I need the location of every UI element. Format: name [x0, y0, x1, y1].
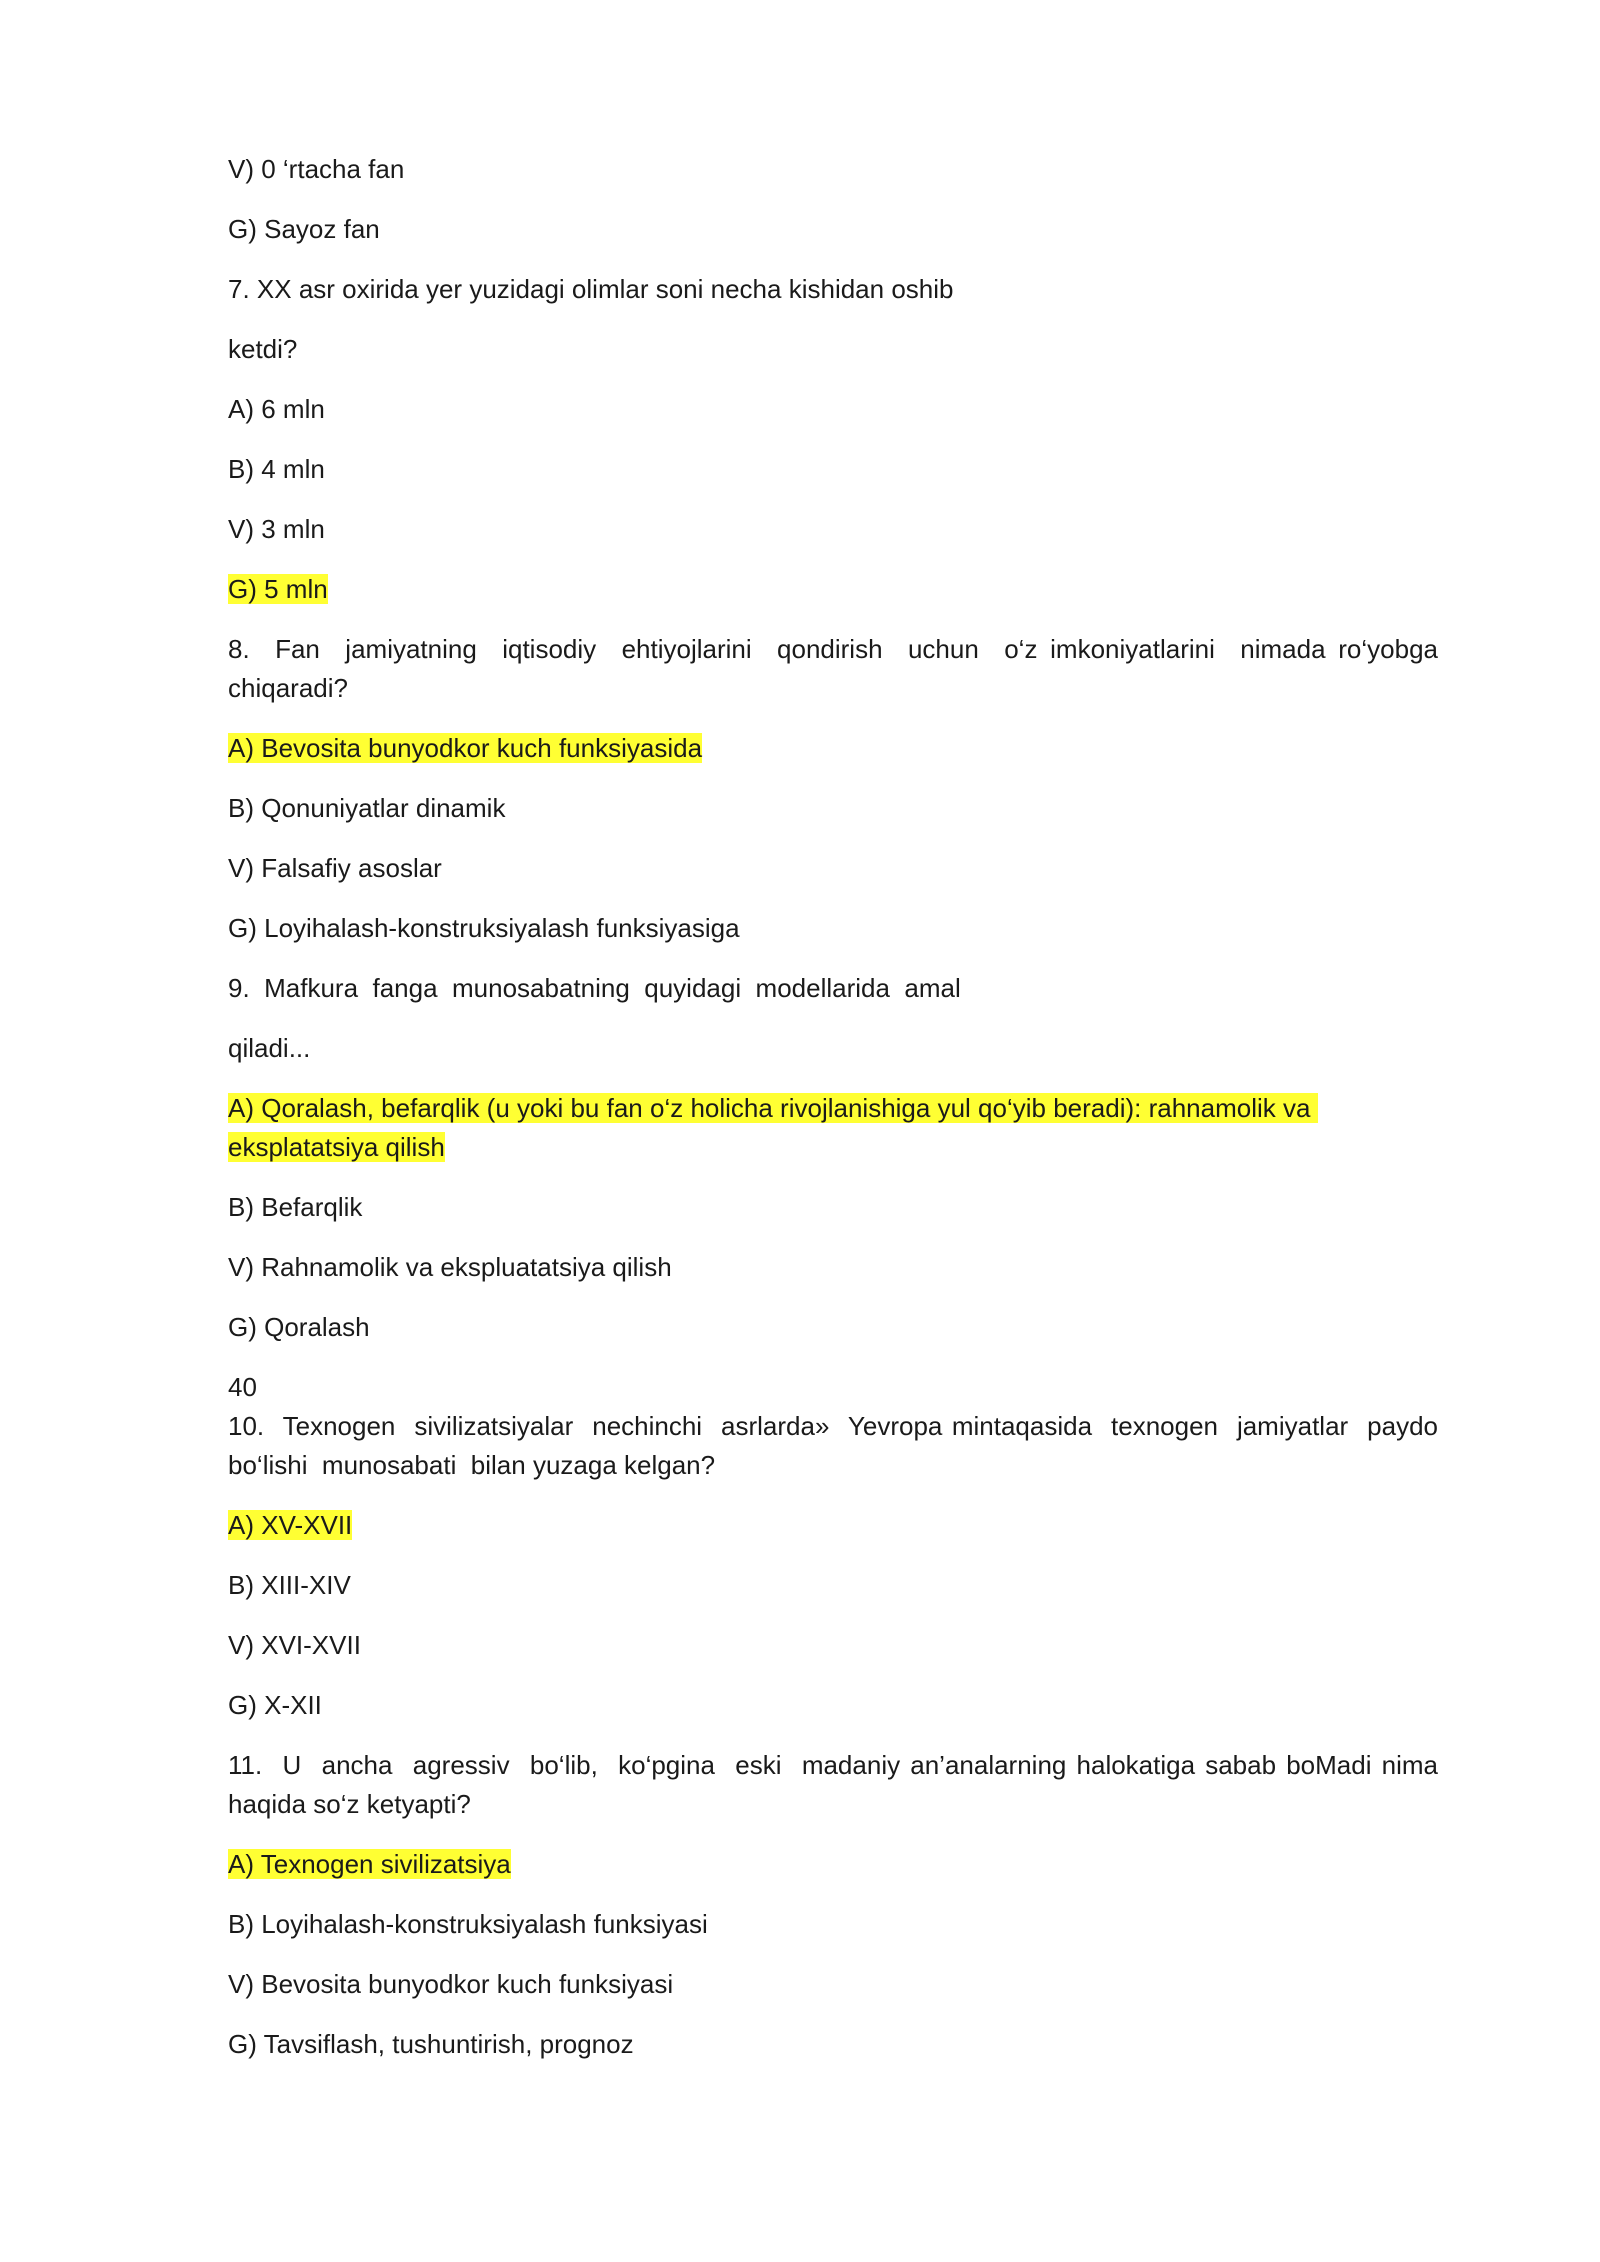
option-b-q9 [228, 1188, 1438, 1227]
page-content [228, 150, 1446, 2085]
option-b-q11 [228, 1905, 1438, 1944]
question-9-continued [228, 1029, 1438, 1068]
highlighted-answer: A) Texnogen sivilizatsiya [228, 1849, 511, 1879]
question-text: 10. Texnogen sivilizatsiyalar nechinchi asrlarda» Yevropa mintaqasida texnogen jamiyatlar paydo bo‘lishi munosabati bilan yuzaga kelgan? [228, 1411, 1446, 1480]
question-8 [228, 630, 1446, 708]
option-v-q9 [228, 1248, 1438, 1287]
option-g-q7-correct [228, 570, 1438, 609]
question-9 [228, 969, 1438, 1008]
option-v-q10 [228, 1626, 1438, 1665]
highlighted-answer: A) Bevosita bunyodkor kuch funksiyasida [228, 733, 703, 763]
option-text: A) 6 mln [228, 394, 325, 424]
question-text: 7. XX asr oxirida yer yuzidagi olimlar soni necha kishidan oshib [228, 274, 954, 304]
page-number-text: 40 [228, 1372, 257, 1402]
highlighted-answer: A) Qoralash, befarqlik (u yoki bu fan o‘z holicha rivojlanishiga yul qo‘yib beradi): rahnamolik va eksplatatsiya qilish [228, 1093, 1318, 1162]
question-7-continued [228, 330, 1438, 369]
option-text: V) Rahnamolik va ekspluatatsiya qilish [228, 1252, 672, 1282]
option-a-q7 [228, 390, 1438, 429]
question-7 [228, 270, 1438, 309]
question-text: 8. Fan jamiyatning iqtisodiy ehtiyojlarini qondirish uchun o‘z imkoniyatlarini nimada ro‘yobga chiqaradi? [228, 634, 1446, 703]
option-g-q11 [228, 2025, 1438, 2064]
question-10 [228, 1407, 1446, 1485]
highlighted-answer: A) XV-XVII [228, 1510, 353, 1540]
option-text: V) 3 mln [228, 514, 325, 544]
option-text: B) Qonuniyatlar dinamik [228, 793, 506, 823]
option-v-q7 [228, 510, 1438, 549]
option-v-q8 [228, 849, 1438, 888]
option-b-q10 [228, 1566, 1438, 1605]
option-text: B) 4 mln [228, 454, 325, 484]
option-a-q9-correct [228, 1089, 1438, 1167]
option-text: B) Loyihalash-konstruksiyalash funksiyasi [228, 1909, 708, 1939]
highlighted-answer: G) 5 mln [228, 574, 328, 604]
option-text: G) X-XII [228, 1690, 322, 1720]
option-a-q11-correct [228, 1845, 1438, 1884]
option-text: G) Tavsiflash, tushuntirish, prognoz [228, 2029, 634, 2059]
page-number [228, 1368, 1438, 1407]
option-v-q6 [228, 150, 1438, 189]
question-text: qiladi... [228, 1033, 311, 1063]
question-text: ketdi? [228, 334, 298, 364]
question-text: 9. Mafkura fanga munosabatning quyidagi modellarida amal [228, 973, 961, 1003]
option-g-q6 [228, 210, 1438, 249]
option-text: G) Qoralash [228, 1312, 370, 1342]
option-text: V) XVI-XVII [228, 1630, 361, 1660]
option-text: V) 0 ‘rtacha fan [228, 154, 405, 184]
option-g-q10 [228, 1686, 1438, 1725]
option-b-q7 [228, 450, 1438, 489]
option-text: B) Befarqlik [228, 1192, 363, 1222]
option-text: V) Falsafiy asoslar [228, 853, 442, 883]
question-text: 11. U ancha agressiv bo‘lib, ko‘pgina eski madaniy an’analarning halokatiga sabab boMadi nima haqida so‘z ketyapti? [228, 1750, 1446, 1819]
option-g-q8 [228, 909, 1438, 948]
option-text: V) Bevosita bunyodkor kuch funksiyasi [228, 1969, 674, 1999]
option-text: G) Loyihalash-konstruksiyalash funksiyasiga [228, 913, 740, 943]
option-v-q11 [228, 1965, 1438, 2004]
option-text: G) Sayoz fan [228, 214, 380, 244]
option-a-q8-correct [228, 729, 1438, 768]
option-text: B) XIII-XIV [228, 1570, 351, 1600]
option-a-q10-correct [228, 1506, 1438, 1545]
option-b-q8 [228, 789, 1438, 828]
question-11 [228, 1746, 1446, 1824]
option-g-q9 [228, 1308, 1438, 1347]
